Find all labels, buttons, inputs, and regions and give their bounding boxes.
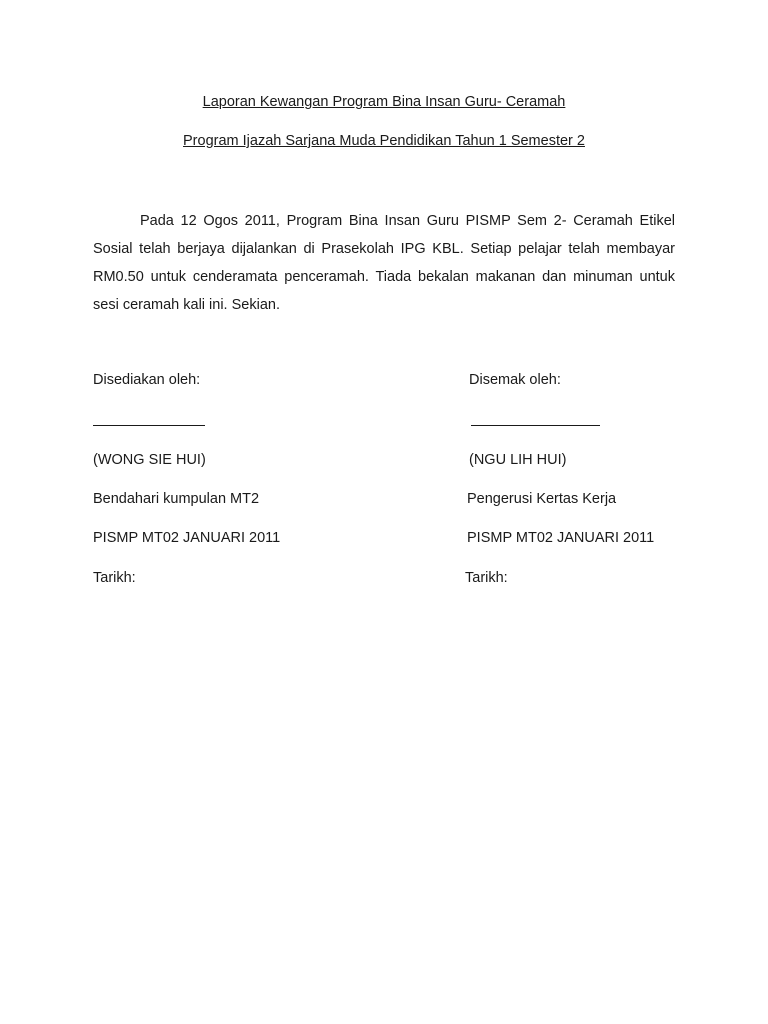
checked-by-role: Pengerusi Kertas Kerja <box>467 491 617 507</box>
checked-by-name: (NGU LIH HUI) <box>469 452 567 468</box>
prepared-by-role: Bendahari kumpulan MT2 <box>93 491 260 507</box>
prepared-by-name: (WONG SIE HUI) <box>93 452 206 468</box>
checked-by-label: Disemak oleh: <box>469 372 561 388</box>
prepared-signature-line <box>93 425 205 426</box>
prepared-by-label: Disediakan oleh: <box>93 372 201 388</box>
report-paragraph: Pada 12 Ogos 2011, Program Bina Insan Guru PISMP Sem 2- Ceramah Etikel Sosial telah berjaya dijalankan di Prasekolah IPG KBL. Setiap pelajar telah membayar RM0.50 untuk cenderamata penceramah. Tiada bekalan makanan dan minuman untuk sesi ceramah kali ini. Sekian. <box>93 213 675 313</box>
report-title: Laporan Kewangan Program Bina Insan Guru- Ceramah <box>202 94 566 110</box>
checked-date-label: Tarikh: <box>465 570 508 586</box>
prepared-date-label: Tarikh: <box>93 570 136 586</box>
prepared-by-group: PISMP MT02 JANUARI 2011 <box>93 530 281 546</box>
report-subtitle: Program Ijazah Sarjana Muda Pendidikan Tahun 1 Semester 2 <box>183 133 585 149</box>
checked-signature-line <box>471 425 600 426</box>
checked-by-group: PISMP MT02 JANUARI 2011 <box>467 530 655 546</box>
